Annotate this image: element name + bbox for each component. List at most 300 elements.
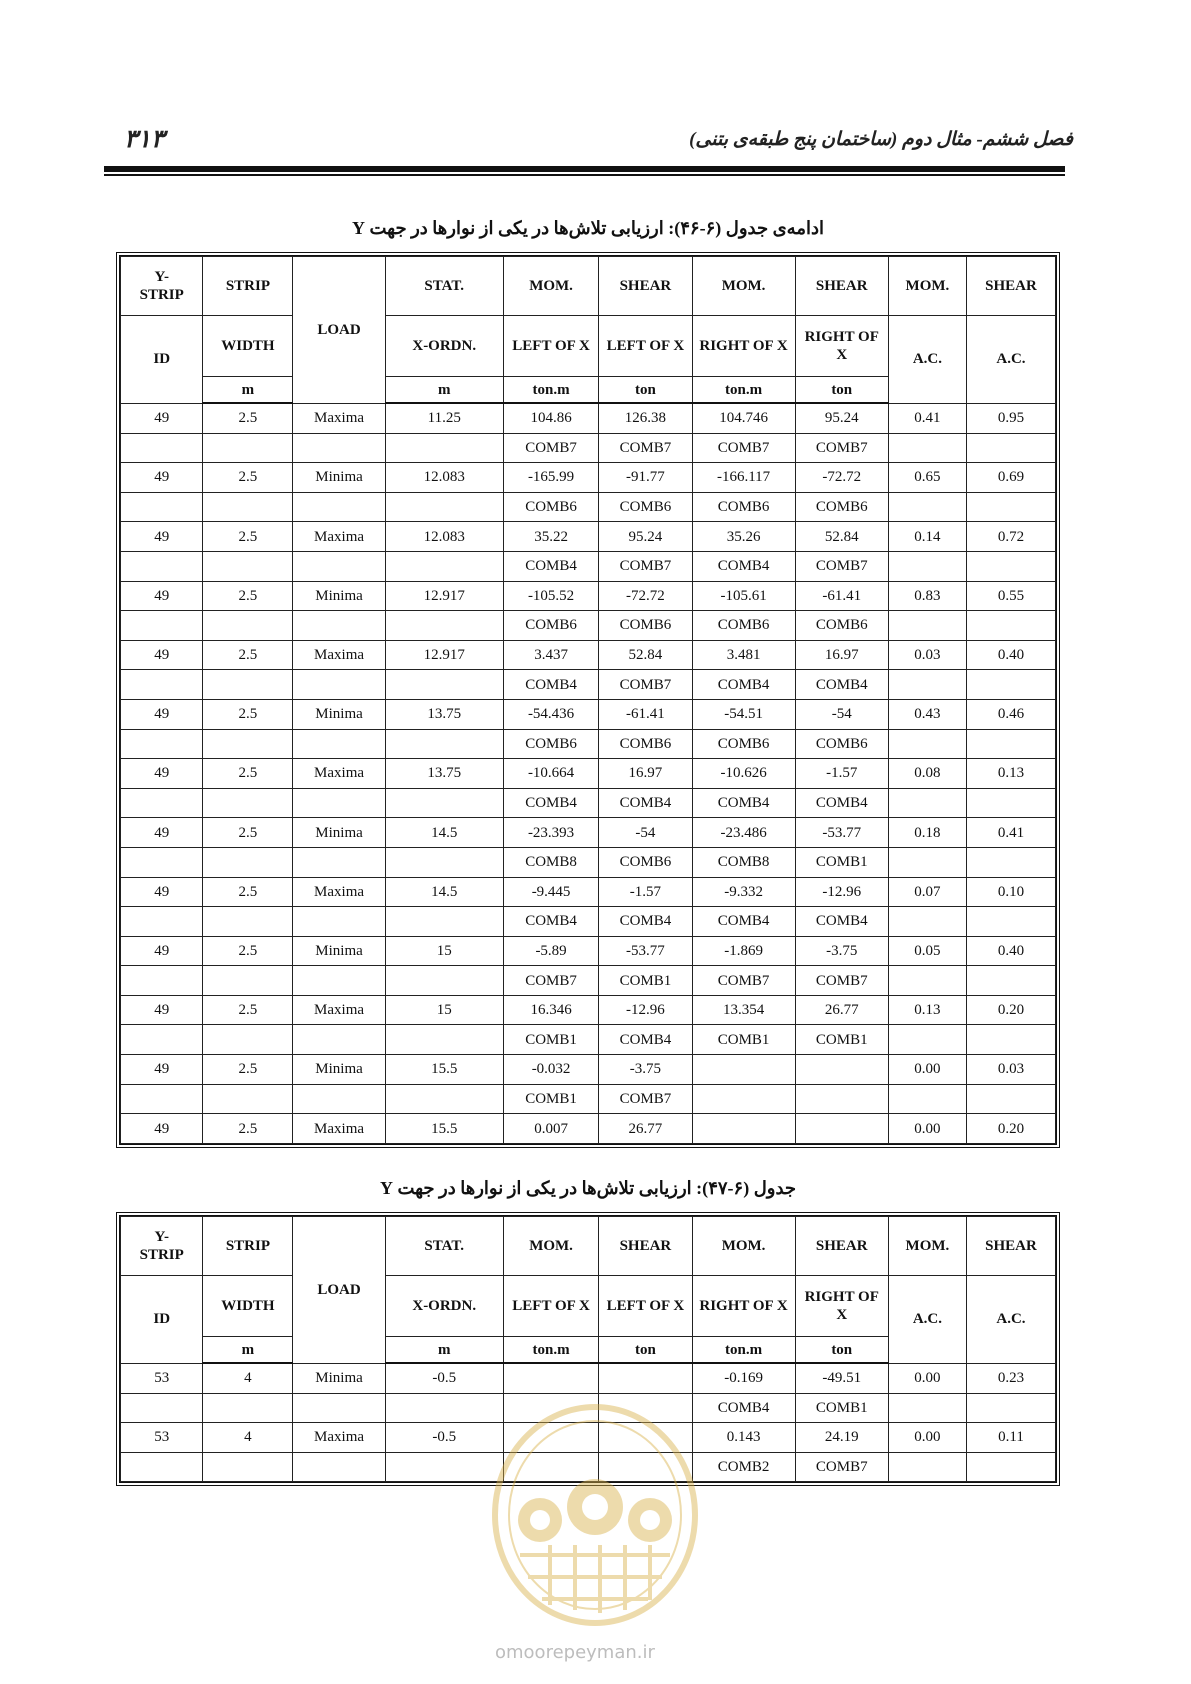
table-cell: -54.436 bbox=[503, 699, 598, 729]
table-cell: COMB4 bbox=[795, 788, 888, 818]
table-cell bbox=[966, 433, 1055, 463]
table-cell: 13.75 bbox=[385, 699, 503, 729]
table-cell: 2.5 bbox=[203, 1055, 293, 1085]
table-cell: COMB4 bbox=[795, 907, 888, 937]
table-cell bbox=[293, 1025, 385, 1055]
table-cell: 3.437 bbox=[503, 640, 598, 670]
table-cell: 13.354 bbox=[692, 995, 795, 1025]
table-row bbox=[121, 759, 1056, 789]
watermark-url: omoorepeyman.ir bbox=[495, 1642, 655, 1663]
table-cell bbox=[203, 611, 293, 641]
table-cell bbox=[888, 788, 966, 818]
table-cell bbox=[121, 433, 203, 463]
column-header: SHEAR bbox=[795, 257, 888, 316]
table-cell bbox=[121, 670, 203, 700]
table-cell: COMB2 bbox=[692, 1452, 795, 1482]
table-cell bbox=[966, 1452, 1055, 1482]
table-cell bbox=[203, 1393, 293, 1423]
results-table bbox=[116, 252, 1060, 1148]
table-cell bbox=[121, 729, 203, 759]
table-cell: 15 bbox=[385, 936, 503, 966]
table-cell: 2.5 bbox=[203, 640, 293, 670]
table-cell bbox=[385, 1025, 503, 1055]
table-cell: COMB6 bbox=[599, 492, 692, 522]
table-cell: -0.169 bbox=[692, 1363, 795, 1393]
table-cell bbox=[966, 907, 1055, 937]
table-cell bbox=[385, 788, 503, 818]
table-row bbox=[121, 788, 1056, 818]
column-header: MOM. bbox=[692, 1217, 795, 1276]
table-cell bbox=[692, 1114, 795, 1144]
column-header: STRIP bbox=[203, 257, 293, 316]
table-cell: -53.77 bbox=[795, 818, 888, 848]
table-cell: COMB6 bbox=[503, 611, 598, 641]
table-cell bbox=[293, 729, 385, 759]
table-cell: 35.22 bbox=[503, 522, 598, 552]
table-cell: -0.5 bbox=[385, 1423, 503, 1453]
table-cell bbox=[966, 551, 1055, 581]
column-header: WIDTH bbox=[203, 316, 293, 377]
column-header: SHEAR bbox=[599, 257, 692, 316]
table-cell: COMB7 bbox=[795, 433, 888, 463]
table-cell bbox=[385, 1084, 503, 1114]
table-cell bbox=[966, 1393, 1055, 1423]
table-cell bbox=[888, 1393, 966, 1423]
table-cell: 52.84 bbox=[795, 522, 888, 552]
table-cell: 2.5 bbox=[203, 759, 293, 789]
table-cell bbox=[203, 492, 293, 522]
table-cell: 0.08 bbox=[888, 759, 966, 789]
table-cell: COMB4 bbox=[503, 670, 598, 700]
table-cell bbox=[966, 788, 1055, 818]
column-header: SHEAR bbox=[966, 1217, 1055, 1276]
table-cell: COMB1 bbox=[503, 1025, 598, 1055]
table-cell bbox=[121, 847, 203, 877]
table-cell: 0.14 bbox=[888, 522, 966, 552]
unit-header: m bbox=[203, 1337, 293, 1364]
table-cell bbox=[385, 551, 503, 581]
table-row bbox=[121, 907, 1056, 937]
table-cell: COMB4 bbox=[503, 907, 598, 937]
table-cell: 49 bbox=[121, 995, 203, 1025]
table-cell bbox=[293, 433, 385, 463]
table-cell: 104.746 bbox=[692, 403, 795, 433]
table-cell: 0.03 bbox=[888, 640, 966, 670]
table-cell bbox=[888, 1452, 966, 1482]
column-header: LOAD bbox=[293, 1217, 385, 1364]
table-cell: 52.84 bbox=[599, 640, 692, 670]
table-cell: COMB7 bbox=[599, 433, 692, 463]
table-cell: 2.5 bbox=[203, 699, 293, 729]
table-cell: 26.77 bbox=[599, 1114, 692, 1144]
table-cell bbox=[121, 788, 203, 818]
column-header: MOM. bbox=[503, 1217, 598, 1276]
table-cell: -54 bbox=[795, 699, 888, 729]
table-cell: 4 bbox=[203, 1363, 293, 1393]
table-cell: COMB6 bbox=[692, 492, 795, 522]
table-row bbox=[121, 818, 1056, 848]
table-cell bbox=[966, 492, 1055, 522]
table-row bbox=[121, 433, 1056, 463]
table-cell bbox=[203, 729, 293, 759]
table-cell bbox=[203, 788, 293, 818]
table-cell bbox=[966, 611, 1055, 641]
table-cell: 2.5 bbox=[203, 522, 293, 552]
column-header: SHEAR bbox=[966, 257, 1055, 316]
table-cell: COMB4 bbox=[795, 670, 888, 700]
table-cell: 11.25 bbox=[385, 403, 503, 433]
table-row bbox=[121, 1363, 1056, 1393]
table-cell: Maxima bbox=[293, 995, 385, 1025]
table-row bbox=[121, 847, 1056, 877]
table-cell: COMB7 bbox=[795, 1452, 888, 1482]
table-cell: 0.007 bbox=[503, 1114, 598, 1144]
table-row bbox=[121, 1114, 1056, 1144]
table-cell bbox=[795, 1114, 888, 1144]
table-cell: 49 bbox=[121, 581, 203, 611]
column-header: MOM. bbox=[503, 257, 598, 316]
table-row bbox=[121, 729, 1056, 759]
column-header: STRIP bbox=[203, 1217, 293, 1276]
table-cell: COMB7 bbox=[795, 551, 888, 581]
column-header: MOM. bbox=[888, 1217, 966, 1276]
table-cell: Minima bbox=[293, 581, 385, 611]
table-cell: 0.20 bbox=[966, 995, 1055, 1025]
table-cell: COMB7 bbox=[692, 433, 795, 463]
chapter-title: فصل ششم- مثال دوم (ساختمان پنج طبقه‌ی بتنی) bbox=[689, 129, 1073, 150]
table-cell bbox=[203, 847, 293, 877]
table-cell: -3.75 bbox=[795, 936, 888, 966]
table-cell bbox=[888, 492, 966, 522]
table-cell: -53.77 bbox=[599, 936, 692, 966]
table-cell bbox=[203, 907, 293, 937]
table-cell: 3.481 bbox=[692, 640, 795, 670]
table-row bbox=[121, 877, 1056, 907]
table-cell: COMB4 bbox=[503, 551, 598, 581]
unit-header: ton bbox=[795, 377, 888, 404]
table-cell: COMB6 bbox=[599, 729, 692, 759]
table-cell: -165.99 bbox=[503, 463, 598, 493]
table-cell bbox=[795, 1055, 888, 1085]
header-rule-thin bbox=[104, 174, 1065, 176]
table-cell: COMB8 bbox=[692, 847, 795, 877]
table-cell: COMB1 bbox=[599, 966, 692, 996]
table-cell: 49 bbox=[121, 1055, 203, 1085]
column-header: Y- STRIP bbox=[121, 1217, 203, 1276]
table-cell bbox=[293, 1084, 385, 1114]
table-cell: COMB6 bbox=[795, 492, 888, 522]
table-cell: -105.52 bbox=[503, 581, 598, 611]
table-cell bbox=[385, 729, 503, 759]
column-header: MOM. bbox=[692, 257, 795, 316]
table-cell: -54 bbox=[599, 818, 692, 848]
table-cell: 2.5 bbox=[203, 581, 293, 611]
column-header: RIGHT OF X bbox=[692, 316, 795, 377]
column-header: ID bbox=[121, 316, 203, 404]
table-cell: 0.41 bbox=[966, 818, 1055, 848]
table-cell: 0.05 bbox=[888, 936, 966, 966]
table-cell: 14.5 bbox=[385, 818, 503, 848]
table-cell: 0.55 bbox=[966, 581, 1055, 611]
table-caption: جدول (۶-۴۷): ارزیابی تلاش‌ها در یکی از نوارها در جهت Y bbox=[379, 1178, 797, 1198]
column-header: X-ORDN. bbox=[385, 316, 503, 377]
table-cell bbox=[293, 670, 385, 700]
table-cell: 0.10 bbox=[966, 877, 1055, 907]
table-cell: -72.72 bbox=[599, 581, 692, 611]
table-cell: 95.24 bbox=[795, 403, 888, 433]
table-cell: Maxima bbox=[293, 522, 385, 552]
table-cell: 0.00 bbox=[888, 1363, 966, 1393]
table-cell: 0.41 bbox=[888, 403, 966, 433]
table-cell: 0.46 bbox=[966, 699, 1055, 729]
table-cell: 126.38 bbox=[599, 403, 692, 433]
table-cell bbox=[503, 1363, 598, 1393]
table-cell: -0.5 bbox=[385, 1363, 503, 1393]
table-cell: 0.13 bbox=[888, 995, 966, 1025]
table-cell: 24.19 bbox=[795, 1423, 888, 1453]
table-cell: COMB4 bbox=[692, 907, 795, 937]
table-cell: COMB4 bbox=[599, 907, 692, 937]
column-header: A.C. bbox=[966, 316, 1055, 404]
table-cell: 2.5 bbox=[203, 818, 293, 848]
table-cell: 2.5 bbox=[203, 403, 293, 433]
table-cell bbox=[599, 1363, 692, 1393]
table-cell: 0.40 bbox=[966, 936, 1055, 966]
table-cell bbox=[385, 966, 503, 996]
table-row bbox=[121, 403, 1056, 433]
table-cell: 16.97 bbox=[795, 640, 888, 670]
table-row bbox=[121, 551, 1056, 581]
table-cell: COMB6 bbox=[599, 611, 692, 641]
table-row bbox=[121, 1084, 1056, 1114]
table-cell: -61.41 bbox=[599, 699, 692, 729]
table-cell bbox=[888, 670, 966, 700]
table-cell: 49 bbox=[121, 403, 203, 433]
table-cell: 12.083 bbox=[385, 522, 503, 552]
table-cell bbox=[966, 847, 1055, 877]
table-cell bbox=[888, 729, 966, 759]
table-cell bbox=[888, 1025, 966, 1055]
table-cell: 2.5 bbox=[203, 877, 293, 907]
column-header: RIGHT OF X bbox=[692, 1276, 795, 1337]
table-cell: 16.97 bbox=[599, 759, 692, 789]
table-cell: -49.51 bbox=[795, 1363, 888, 1393]
table-cell bbox=[385, 433, 503, 463]
table-cell bbox=[293, 907, 385, 937]
table-row bbox=[121, 640, 1056, 670]
table-cell: COMB4 bbox=[599, 1025, 692, 1055]
unit-header: m bbox=[385, 1337, 503, 1364]
table-cell: Minima bbox=[293, 818, 385, 848]
table-row bbox=[121, 1025, 1056, 1055]
table-cell: 49 bbox=[121, 699, 203, 729]
table-cell bbox=[293, 492, 385, 522]
table-row bbox=[121, 492, 1056, 522]
table-cell: 0.00 bbox=[888, 1114, 966, 1144]
table-cell: COMB7 bbox=[599, 670, 692, 700]
table-cell: -9.332 bbox=[692, 877, 795, 907]
table-cell: COMB6 bbox=[692, 729, 795, 759]
table-cell: 49 bbox=[121, 522, 203, 552]
table-cell: 49 bbox=[121, 877, 203, 907]
table-cell: 49 bbox=[121, 936, 203, 966]
column-header: Y- STRIP bbox=[121, 257, 203, 316]
table-cell bbox=[293, 1393, 385, 1423]
column-header: STAT. bbox=[385, 257, 503, 316]
column-header: RIGHT OF X bbox=[795, 1276, 888, 1337]
column-header: LEFT OF X bbox=[599, 316, 692, 377]
table-cell: 15 bbox=[385, 995, 503, 1025]
table-cell: 49 bbox=[121, 640, 203, 670]
table-cell: Maxima bbox=[293, 640, 385, 670]
table-cell: 12.917 bbox=[385, 640, 503, 670]
table-cell: 0.13 bbox=[966, 759, 1055, 789]
table-row bbox=[121, 995, 1056, 1025]
table-row bbox=[121, 522, 1056, 552]
table-cell bbox=[121, 1025, 203, 1055]
table-cell: 0.83 bbox=[888, 581, 966, 611]
table-cell bbox=[203, 551, 293, 581]
table-cell: 2.5 bbox=[203, 1114, 293, 1144]
header-rule-thick bbox=[104, 166, 1065, 172]
table-cell: 49 bbox=[121, 759, 203, 789]
table-cell: -12.96 bbox=[795, 877, 888, 907]
table-cell bbox=[121, 551, 203, 581]
table-cell: COMB6 bbox=[795, 611, 888, 641]
table-cell: 12.083 bbox=[385, 463, 503, 493]
table-cell bbox=[692, 1055, 795, 1085]
table-row bbox=[121, 581, 1056, 611]
table-cell: -1.869 bbox=[692, 936, 795, 966]
table-cell: 0.20 bbox=[966, 1114, 1055, 1144]
column-header: LOAD bbox=[293, 257, 385, 404]
table-cell: 15.5 bbox=[385, 1055, 503, 1085]
page-number: ۳۱۳ bbox=[124, 126, 165, 153]
table-cell: 49 bbox=[121, 818, 203, 848]
table-cell bbox=[966, 729, 1055, 759]
table-cell: 0.72 bbox=[966, 522, 1055, 552]
table-cell: 0.95 bbox=[966, 403, 1055, 433]
table-cell bbox=[203, 1084, 293, 1114]
table-cell bbox=[121, 907, 203, 937]
table-cell bbox=[795, 1084, 888, 1114]
table-cell: -5.89 bbox=[503, 936, 598, 966]
table-cell bbox=[121, 611, 203, 641]
unit-header: ton bbox=[599, 1337, 692, 1364]
column-header: X-ORDN. bbox=[385, 1276, 503, 1337]
table-cell: 35.26 bbox=[692, 522, 795, 552]
column-header: SHEAR bbox=[599, 1217, 692, 1276]
table-cell bbox=[888, 847, 966, 877]
column-header: A.C. bbox=[966, 1276, 1055, 1364]
unit-header: ton.m bbox=[503, 1337, 598, 1364]
table-row bbox=[121, 699, 1056, 729]
table-cell: -10.664 bbox=[503, 759, 598, 789]
unit-header: m bbox=[385, 377, 503, 404]
table-cell: 49 bbox=[121, 1114, 203, 1144]
table-cell: COMB7 bbox=[795, 966, 888, 996]
table-cell: -9.445 bbox=[503, 877, 598, 907]
table-cell bbox=[293, 551, 385, 581]
table-cell: 4 bbox=[203, 1423, 293, 1453]
table-cell bbox=[293, 847, 385, 877]
table-row bbox=[121, 463, 1056, 493]
table-cell: COMB8 bbox=[503, 847, 598, 877]
table-cell: COMB4 bbox=[692, 788, 795, 818]
table-cell bbox=[293, 611, 385, 641]
table-cell: 16.346 bbox=[503, 995, 598, 1025]
table-cell bbox=[385, 492, 503, 522]
table-cell: 0.00 bbox=[888, 1423, 966, 1453]
table-cell: 0.43 bbox=[888, 699, 966, 729]
column-header: MOM. bbox=[888, 257, 966, 316]
table-cell: 2.5 bbox=[203, 995, 293, 1025]
table-cell: 0.07 bbox=[888, 877, 966, 907]
table-cell: Maxima bbox=[293, 759, 385, 789]
table-cell: COMB7 bbox=[599, 1084, 692, 1114]
table-cell: -0.032 bbox=[503, 1055, 598, 1085]
table-cell bbox=[966, 1025, 1055, 1055]
table-cell: 26.77 bbox=[795, 995, 888, 1025]
watermark-logo bbox=[480, 1395, 710, 1635]
table-cell: COMB6 bbox=[692, 611, 795, 641]
table-cell: 12.917 bbox=[385, 581, 503, 611]
table-cell bbox=[692, 1084, 795, 1114]
table-cell bbox=[385, 670, 503, 700]
table-cell: 0.18 bbox=[888, 818, 966, 848]
table-cell: COMB6 bbox=[503, 492, 598, 522]
unit-header: ton.m bbox=[692, 377, 795, 404]
table-cell bbox=[888, 433, 966, 463]
table-row bbox=[121, 670, 1056, 700]
table-cell: 2.5 bbox=[203, 463, 293, 493]
table-cell: COMB4 bbox=[599, 788, 692, 818]
table-cell: Minima bbox=[293, 1055, 385, 1085]
unit-header: ton.m bbox=[692, 1337, 795, 1364]
table-cell: 0.65 bbox=[888, 463, 966, 493]
unit-header: ton bbox=[599, 377, 692, 404]
table-caption: ادامه‌ی جدول (۶-۴۶): ارزیابی تلاش‌ها در یکی از نوارها در جهت Y bbox=[352, 218, 824, 238]
table-cell: -23.486 bbox=[692, 818, 795, 848]
table-cell: 0.40 bbox=[966, 640, 1055, 670]
table-cell: -1.57 bbox=[599, 877, 692, 907]
column-header: SHEAR bbox=[795, 1217, 888, 1276]
table-row bbox=[121, 1055, 1056, 1085]
table-cell: Maxima bbox=[293, 1114, 385, 1144]
table-cell: 0.03 bbox=[966, 1055, 1055, 1085]
table-cell: -10.626 bbox=[692, 759, 795, 789]
table-cell bbox=[293, 1452, 385, 1482]
table-cell bbox=[966, 966, 1055, 996]
table-cell: 53 bbox=[121, 1363, 203, 1393]
table-cell: -61.41 bbox=[795, 581, 888, 611]
table-cell: COMB7 bbox=[503, 966, 598, 996]
table-cell: COMB1 bbox=[795, 1393, 888, 1423]
table-cell bbox=[293, 788, 385, 818]
table-cell bbox=[121, 1393, 203, 1423]
unit-header: ton.m bbox=[503, 377, 598, 404]
table-cell bbox=[203, 433, 293, 463]
table-cell: -1.57 bbox=[795, 759, 888, 789]
table-cell: -91.77 bbox=[599, 463, 692, 493]
column-header: RIGHT OF X bbox=[795, 316, 888, 377]
table-cell: Maxima bbox=[293, 877, 385, 907]
table-cell: COMB1 bbox=[795, 847, 888, 877]
column-header: LEFT OF X bbox=[503, 316, 598, 377]
table-cell: 0.69 bbox=[966, 463, 1055, 493]
table-cell bbox=[888, 551, 966, 581]
table-row bbox=[121, 966, 1056, 996]
